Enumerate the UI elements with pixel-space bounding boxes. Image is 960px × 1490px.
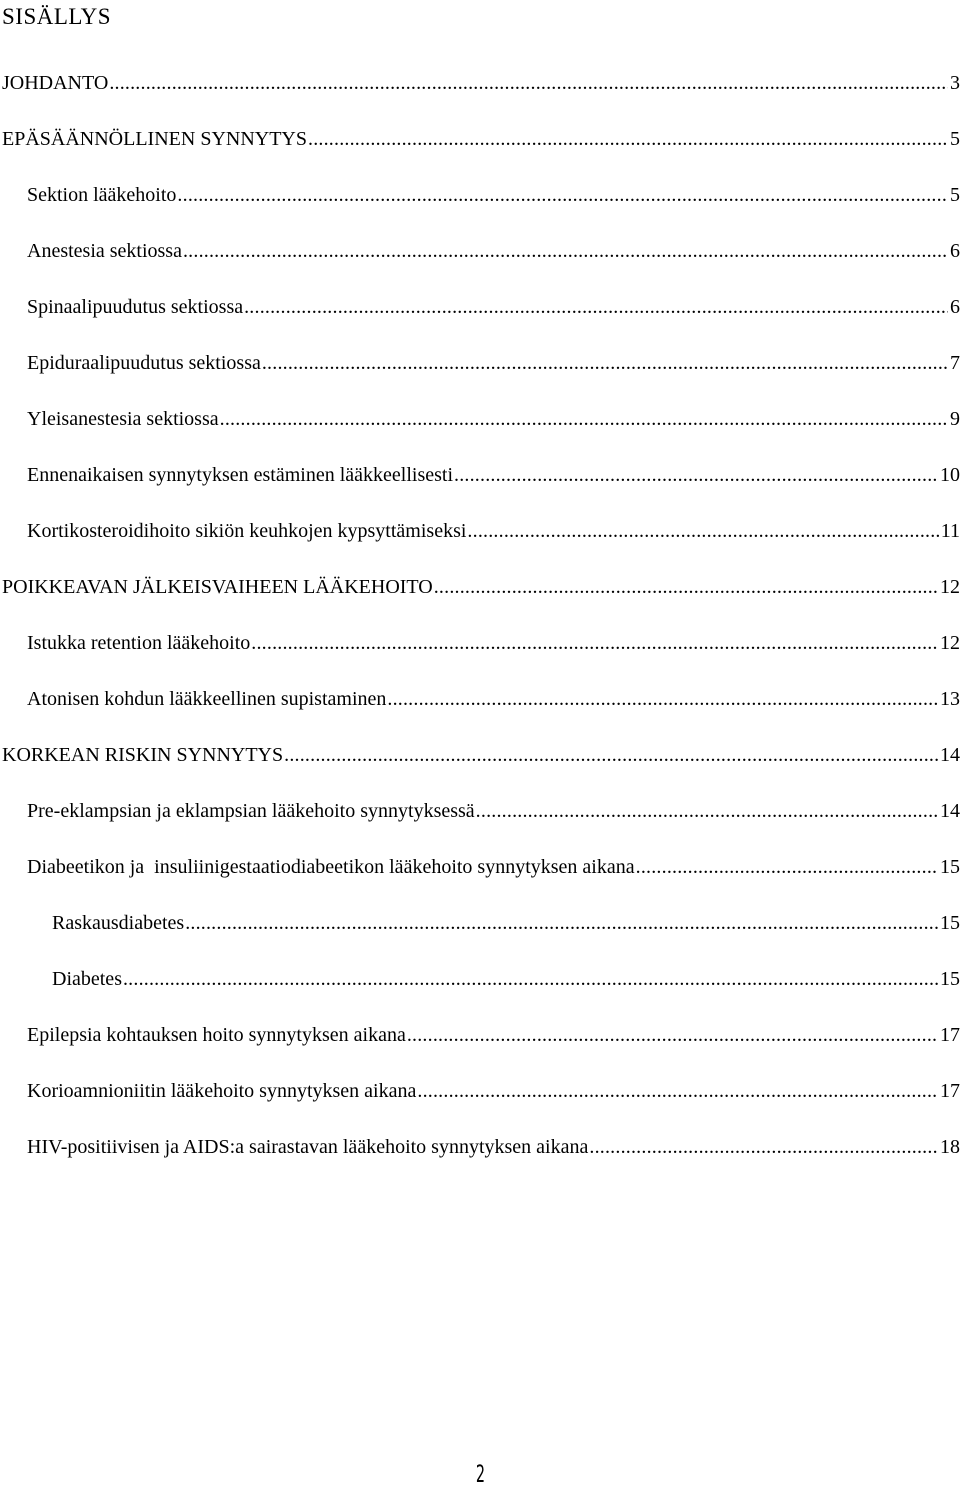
toc-dot-leader	[220, 404, 948, 434]
toc-entry[interactable]	[2, 572, 960, 602]
toc-dot-leader	[244, 292, 948, 322]
toc-dot-leader	[454, 460, 938, 490]
toc-entry-label: EPÄSÄÄNNÖLLINEN SYNNYTYS	[2, 128, 307, 150]
toc-entry-label: Atonisen kohdun lääkkeellinen supistaminen	[27, 688, 387, 710]
toc-dot-leader	[284, 740, 938, 770]
toc-entry-page: 6	[950, 240, 960, 262]
toc-entry-page: 14	[940, 744, 960, 766]
toc-entry[interactable]	[2, 124, 960, 154]
toc-dot-leader	[251, 628, 938, 658]
toc-dot-leader	[417, 1076, 938, 1106]
toc-entry-label: Anestesia sektiossa	[27, 240, 182, 262]
toc-entry-label: Kortikosteroidihoito sikiön keuhkojen kypsyttämiseksi	[27, 520, 467, 542]
toc-entry-label: HIV-positiivisen ja AIDS:a sairastavan lääkehoito synnytyksen aikana	[27, 1136, 589, 1158]
toc-entry-label: Istukka retention lääkehoito	[27, 632, 251, 654]
toc-entry-page: 15	[940, 856, 960, 878]
toc-dot-leader	[636, 852, 938, 882]
toc-entry-page: 6	[950, 296, 960, 318]
toc-entry-label: POIKKEAVAN JÄLKEISVAIHEEN LÄÄKEHOITO	[2, 576, 433, 598]
toc-entry[interactable]	[52, 964, 960, 994]
toc-entry-label: Yleisanestesia sektiossa	[27, 408, 219, 430]
toc-entry[interactable]	[27, 796, 960, 826]
toc-dot-leader	[476, 796, 938, 826]
toc-entry[interactable]	[27, 1132, 960, 1162]
toc-dot-leader	[467, 516, 938, 546]
toc-entry[interactable]	[52, 908, 960, 938]
toc-entry-page: 3	[950, 72, 960, 94]
toc-entry-page: 5	[950, 128, 960, 150]
toc-dot-leader	[177, 180, 948, 210]
toc-entry[interactable]	[27, 348, 960, 378]
toc-entry-label: Sektion lääkehoito	[27, 184, 177, 206]
toc-dot-leader	[387, 684, 938, 714]
toc-title: SISÄLLYS	[2, 4, 112, 29]
toc-entry-label: Diabetes	[52, 968, 122, 990]
page-number: 2	[475, 1460, 485, 1488]
toc-dot-leader	[123, 964, 938, 994]
toc-entry-page: 14	[940, 800, 960, 822]
toc-entry-page: 10	[940, 464, 960, 486]
toc-dot-leader	[407, 1020, 938, 1050]
toc-entry-page: 17	[940, 1080, 960, 1102]
toc-entry-page: 18	[940, 1136, 960, 1158]
toc-entry-page: 12	[940, 632, 960, 654]
toc-entry-label: Spinaalipuudutus sektiossa	[27, 296, 244, 318]
toc-entry[interactable]	[2, 740, 960, 770]
toc-dot-leader	[308, 124, 948, 154]
toc-entry[interactable]	[27, 404, 960, 434]
toc-entry-label: Korioamnioniitin lääkehoito synnytyksen aikana	[27, 1080, 417, 1102]
toc-dot-leader	[109, 68, 948, 98]
toc-dot-leader	[183, 236, 948, 266]
toc-entry-page: 7	[950, 352, 960, 374]
toc-entry-label: KORKEAN RISKIN SYNNYTYS	[2, 744, 284, 766]
toc-entry-page: 17	[940, 1024, 960, 1046]
toc-entry-page: 15	[940, 968, 960, 990]
toc-entry-page: 11	[940, 520, 960, 542]
toc-entry-label: Raskausdiabetes	[52, 912, 185, 934]
toc-entry-page: 5	[950, 184, 960, 206]
toc-entry-label: Ennenaikaisen synnytyksen estäminen lääkkeellisesti	[27, 464, 453, 486]
toc-entry[interactable]	[27, 180, 960, 210]
toc-entry-page: 13	[940, 688, 960, 710]
toc-entry[interactable]	[2, 68, 960, 98]
toc-entry-label: Epiduraalipuudutus sektiossa	[27, 352, 261, 374]
toc-entry[interactable]	[27, 684, 960, 714]
toc-dot-leader	[185, 908, 938, 938]
toc-entry-page: 12	[940, 576, 960, 598]
toc-entry[interactable]	[27, 292, 960, 322]
toc-entry[interactable]	[27, 516, 960, 546]
toc-entry[interactable]	[27, 460, 960, 490]
toc-entry-label: Pre-eklampsian ja eklampsian lääkehoito synnytyksessä	[27, 800, 475, 822]
toc-entry[interactable]	[27, 1076, 960, 1106]
toc-dot-leader	[589, 1132, 938, 1162]
toc-entry-page: 15	[940, 912, 960, 934]
toc-entry[interactable]	[27, 1020, 960, 1050]
toc-entry-page: 9	[950, 408, 960, 430]
toc-entry-label: JOHDANTO	[2, 72, 109, 94]
toc-entry[interactable]	[27, 236, 960, 266]
toc-entry[interactable]	[27, 852, 960, 882]
toc-entry-label: Epilepsia kohtauksen hoito synnytyksen aikana	[27, 1024, 406, 1046]
toc-dot-leader	[262, 348, 948, 378]
toc-dot-leader	[434, 572, 938, 602]
toc-entry[interactable]	[27, 628, 960, 658]
toc-entry-label: Diabeetikon ja insuliinigestaatiodiabeetikon lääkehoito synnytyksen aikana	[27, 856, 635, 878]
